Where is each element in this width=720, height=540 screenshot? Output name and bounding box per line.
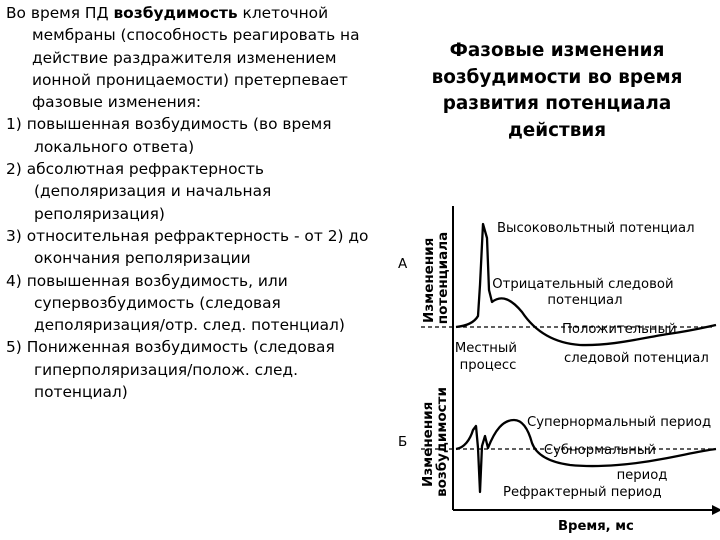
intro-bold-term: возбудимость: [113, 4, 238, 22]
subnormal-label: [544, 442, 668, 483]
panel-b-axis-label-line1: Изменения: [420, 401, 436, 487]
phase-number: 1): [6, 115, 22, 134]
negative-trace-label-line2: потенциал: [547, 293, 623, 308]
phase-text: относительная рефрактерность - от 2) до окончания реполяризации: [26, 226, 369, 268]
positive-trace-label-line2: следовой потенциал: [564, 351, 709, 366]
phase-text: абсолютная рефрактерность (деполяризация и начальная реполяризация): [26, 160, 272, 223]
local-process-label-line2: процесс: [459, 358, 517, 373]
intro-text-before: Во время ПД: [6, 4, 114, 22]
panel-b-axis-label-line2: возбудимости: [434, 387, 450, 497]
panel-b-letter: Б: [398, 434, 408, 450]
x-axis-arrow: [712, 505, 720, 515]
high-voltage-label: Высоковольтный потенциал: [497, 221, 695, 236]
phase-number: 5): [6, 338, 22, 357]
local-process-label: [455, 341, 521, 373]
panel-a-axis-label-line2: потенциала: [435, 231, 451, 325]
intro-text-after: клеточной мембраны (способность реагировать на действие раздражителя изменением ионной проницаемости) претерпевает фазовые изменения:: [32, 4, 360, 112]
panel-a-axis-label-line1: Изменения: [421, 237, 437, 323]
phase-number: 3): [6, 226, 22, 245]
positive-trace-label-line1: Положительный: [562, 322, 677, 337]
phase-text: повышенная возбудимость, или супервозбудимость (следовая деполяризация/отр. след. потенциал): [26, 271, 345, 335]
subnormal-label-line2: период: [616, 468, 668, 483]
panel-a-axis-label: [421, 232, 451, 324]
local-process-label-line1: Местный: [454, 341, 517, 356]
subnormal-label-line1: Субнормальный: [543, 443, 656, 458]
panel-b-axis-label: [420, 387, 450, 497]
phase-text: Пониженная возбудимость (следовая гиперполяризация/полож. след. потенциал): [26, 338, 335, 402]
phase-number: 4): [6, 271, 22, 290]
phase-number: 2): [6, 160, 22, 179]
x-axis-label: Время, мс: [558, 519, 634, 534]
diagram-title: Фазовые изменения возбудимости во время развития потенциала действия: [431, 40, 683, 141]
panel-a-letter: А: [398, 256, 408, 272]
phase-text: повышенная возбудимость (во время локального ответа): [26, 115, 332, 156]
refractory-label: Рефрактерный период: [503, 485, 662, 500]
negative-trace-label: [492, 277, 677, 308]
supernormal-label: Супернормальный период: [527, 415, 712, 430]
negative-trace-label-line1: Отрицательный следовой: [492, 277, 674, 292]
